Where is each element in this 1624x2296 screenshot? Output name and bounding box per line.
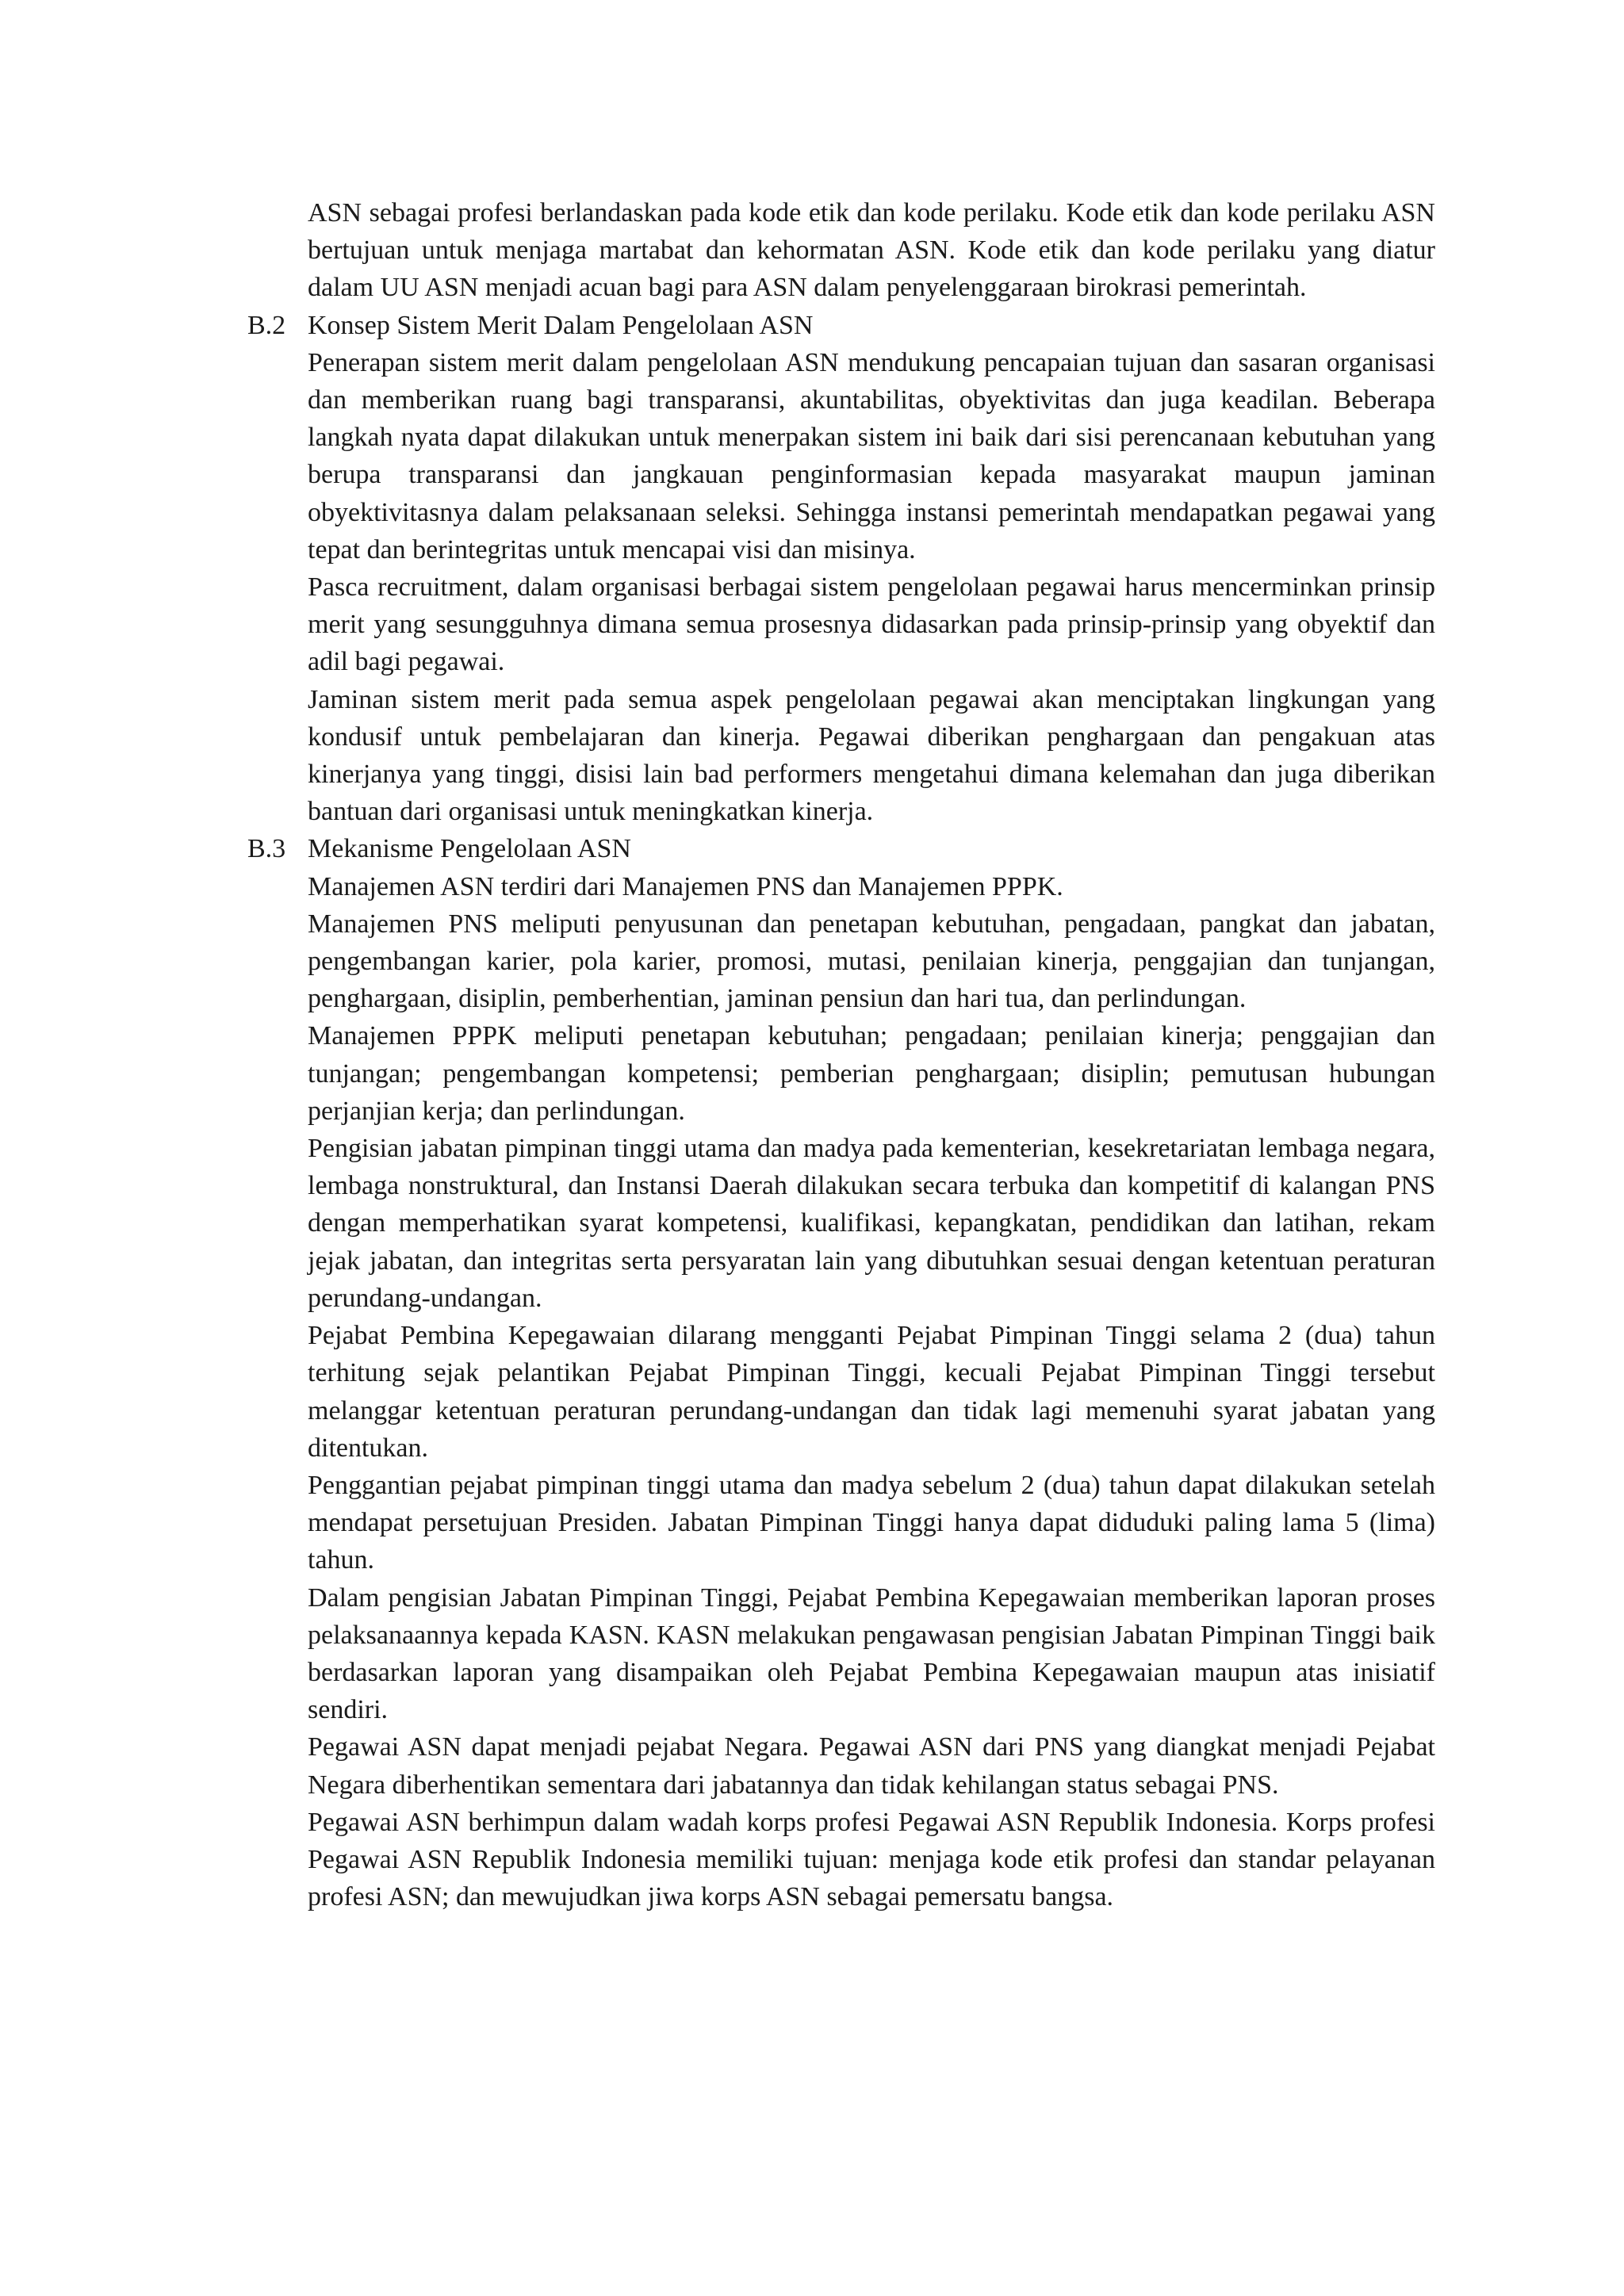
paragraph: Manajemen ASN terdiri dari Manajemen PNS dan Manajemen PPPK. bbox=[308, 871, 1063, 901]
paragraph: ASN sebagai profesi berlandaskan pada kode etik dan kode perilaku. Kode etik dan kode perilaku ASN bertujuan untuk menjaga martabat dan kehormatan ASN. Kode etik dan kode perilaku yang diatur dalam UU ASN menjadi acuan bagi para ASN dalam penyelenggaraan birokrasi pemerintah. bbox=[308, 198, 1435, 303]
paragraph: Dalam pengisian Jabatan Pimpinan Tinggi, Pejabat Pembina Kepegawaian memberikan laporan proses pelaksanaannya kepada KASN. KASN melakukan pengawasan pengisian Jabatan Pimpinan Tinggi baik berdasarkan laporan yang disampaikan oleh Pejabat Pembina Kepegawaian maupun atas inisiatif sendiri. bbox=[308, 1582, 1435, 1725]
section-number: B.2 bbox=[247, 310, 286, 340]
paragraph: Penggantian pejabat pimpinan tinggi utama dan madya sebelum 2 (dua) tahun dapat dilakukan setelah mendapat persetujuan Presiden. Jabatan Pimpinan Tinggi hanya dapat diduduki paling lama 5 (lima) tahun. bbox=[308, 1470, 1435, 1575]
section-heading-b3 bbox=[247, 830, 1435, 867]
paragraph: Penerapan sistem merit dalam pengelolaan ASN mendukung pencapaian tujuan dan sasaran organisasi dan memberikan ruang bagi transparansi, akuntabilitas, obyektivitas dan juga keadilan. Beberapa langkah nyata dapat dilakukan untuk menerpakan sistem ini baik dari sisi perencanaan kebutuhan yang berupa transparansi dan jangkauan penginformasian kepada masyarakat maupun jaminan obyektivitasnya dalam pelaksanaan seleksi. Sehingga instansi pemerintah mendapatkan pegawai yang tepat dan berintegritas untuk mencapai visi dan misinya. bbox=[308, 347, 1435, 564]
paragraph: Pegawai ASN berhimpun dalam wadah korps profesi Pegawai ASN Republik Indonesia. Korps profesi Pegawai ASN Republik Indonesia memiliki tujuan: menjaga kode etik profesi dan standar pelayanan profesi ASN; dan mewujudkan jiwa korps ASN sebagai pemersatu bangsa. bbox=[308, 1807, 1435, 1912]
page-content bbox=[247, 194, 1435, 1915]
section-number: B.3 bbox=[247, 834, 286, 864]
paragraph: Jaminan sistem merit pada semua aspek pengelolaan pegawai akan menciptakan lingkungan yang kondusif untuk pembelajaran dan kinerja. Pegawai diberikan penghargaan dan pengakuan atas kinerjanya yang tinggi, disisi lain bad performers mengetahui dimana kelemahan dan juga diberikan bantuan dari organisasi untuk meningkatkan kinerja. bbox=[308, 684, 1435, 827]
section-heading-b2 bbox=[247, 307, 1435, 344]
section-body-b3 bbox=[247, 868, 1435, 1916]
paragraph: Manajemen PNS meliputi penyusunan dan penetapan kebutuhan, pengadaan, pangkat dan jabatan, pengembangan karier, pola karier, promosi, mutasi, penilaian kinerja, penggajian dan tunjangan, penghargaan, disiplin, pemberhentian, jaminan pensiun dan hari tua, dan perlindungan. bbox=[308, 909, 1435, 1014]
paragraph: Pegawai ASN dapat menjadi pejabat Negara. Pegawai ASN dari PNS yang diangkat menjadi Pejabat Negara diberhentikan sementara dari jabatannya dan tidak kehilangan status sebagai PNS. bbox=[308, 1732, 1435, 1800]
section-title: Konsep Sistem Merit Dalam Pengelolaan ASN bbox=[308, 310, 814, 340]
intro-block bbox=[247, 194, 1435, 307]
paragraph: Pengisian jabatan pimpinan tinggi utama dan madya pada kementerian, kesekretariatan lembaga negara, lembaga nonstruktural, dan Instansi Daerah dilakukan secara terbuka dan kompetitif di kalangan PNS dengan memperhatikan syarat kompetensi, kualifikasi, kepangkatan, pendidikan dan latihan, rekam jejak jabatan, dan integritas serta persyaratan lain yang dibutuhkan sesuai dengan ketentuan peraturan perundang-undangan. bbox=[308, 1134, 1435, 1313]
paragraph: Pejabat Pembina Kepegawaian dilarang mengganti Pejabat Pimpinan Tinggi selama 2 (dua) tahun terhitung sejak pelantikan Pejabat Pimpinan Tinggi, kecuali Pejabat Pimpinan Tinggi tersebut melanggar ketentuan peraturan perundang-undangan dan tidak lagi memenuhi syarat jabatan yang ditentukan. bbox=[308, 1321, 1435, 1463]
paragraph: Manajemen PPPK meliputi penetapan kebutuhan; pengadaan; penilaian kinerja; penggajian dan tunjangan; pengembangan kompetensi; pemberian penghargaan; disiplin; pemutusan hubungan perjanjian kerja; dan perlindungan. bbox=[308, 1021, 1435, 1126]
section-title: Mekanisme Pengelolaan ASN bbox=[308, 834, 631, 864]
section-body-b2 bbox=[247, 344, 1435, 831]
paragraph: Pasca recruitment, dalam organisasi berbagai sistem pengelolaan pegawai harus mencerminkan prinsip merit yang sesungguhnya dimana semua prosesnya didasarkan pada prinsip-prinsip yang obyektif dan adil bagi pegawai. bbox=[308, 572, 1435, 677]
